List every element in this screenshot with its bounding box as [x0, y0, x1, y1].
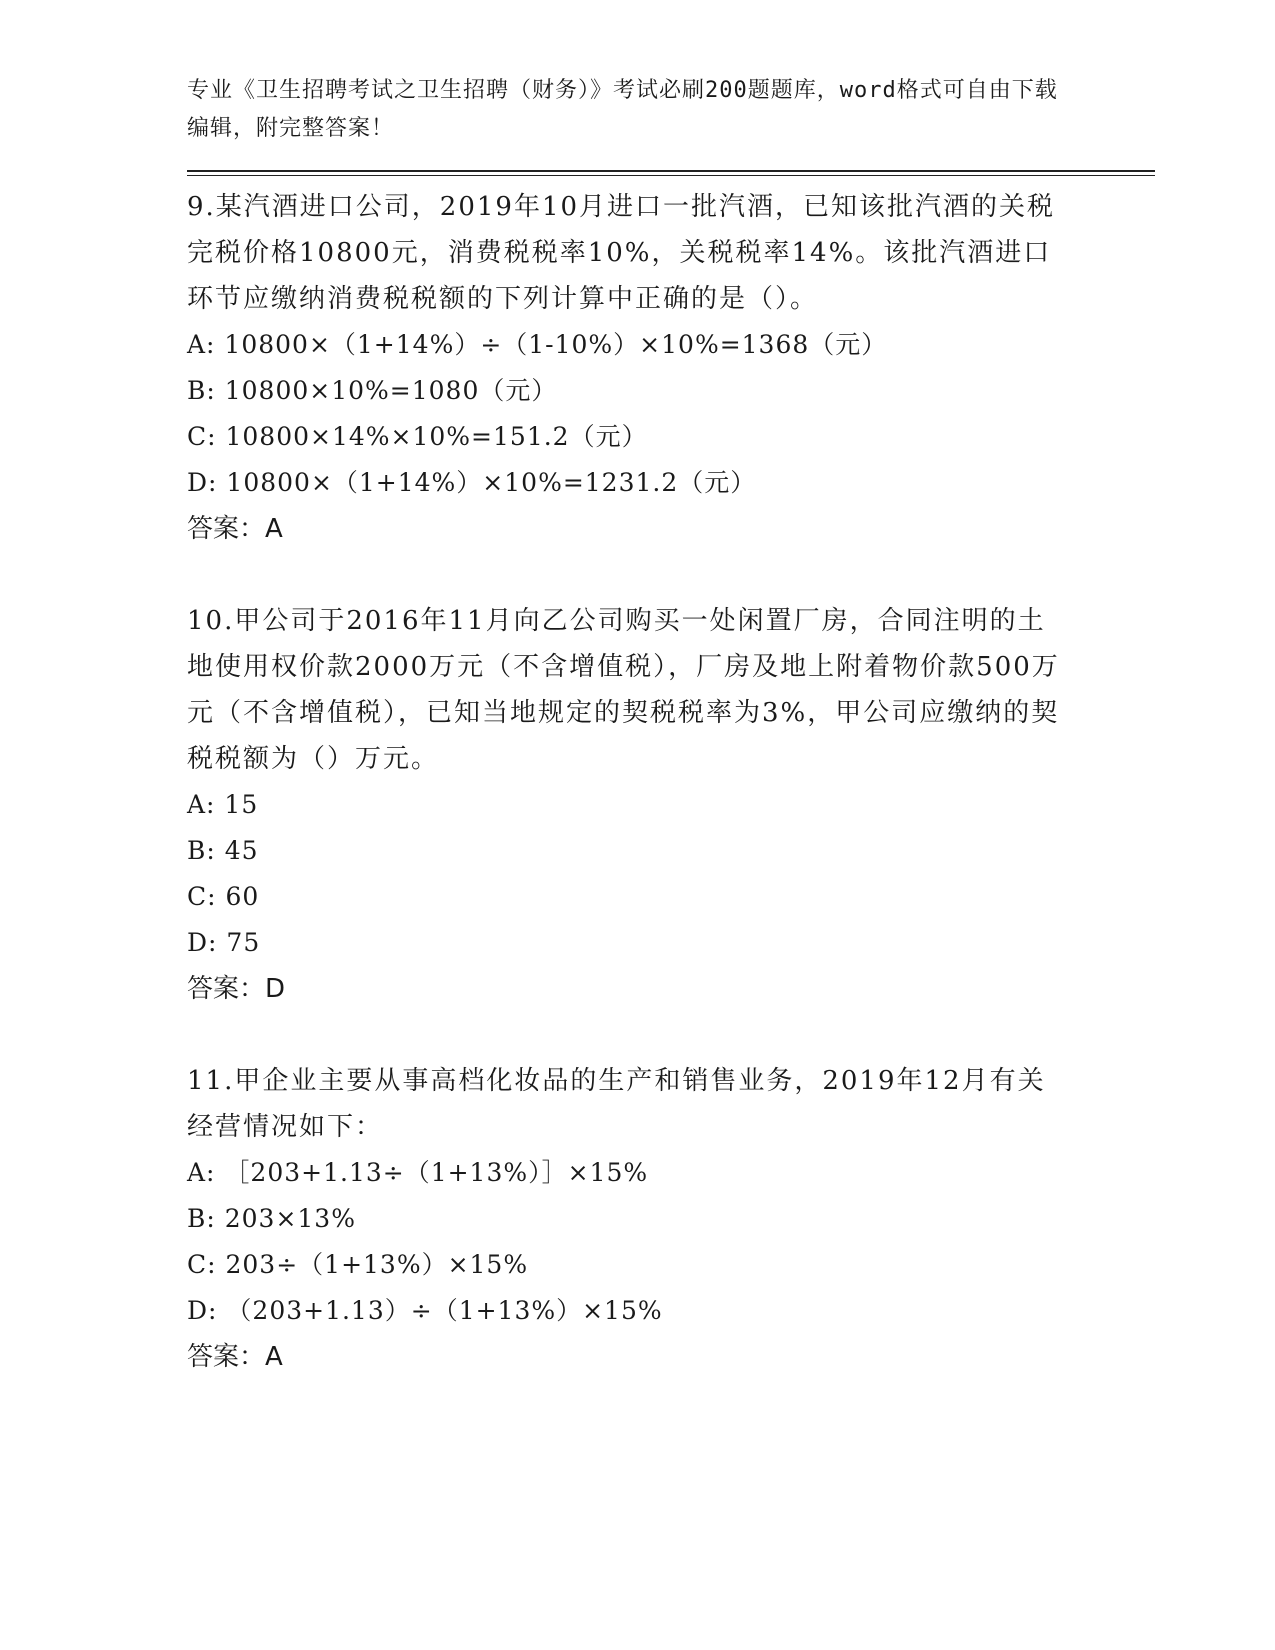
option-c: C: 60: [187, 882, 260, 911]
option-b: B: 203×13%: [187, 1204, 356, 1233]
option-b: B: 45: [187, 836, 259, 865]
question-stem: 9.某汽酒进口公司，2019年10月进口一批汽酒，已知该批汽酒的关税完税价格10800元，消费税税率10%，关税税率14%。该批汽酒进口环节应缴纳消费税税额的下列计算中正确的是（）。: [187, 192, 1056, 314]
option-d: D: 75: [187, 928, 261, 957]
document-page: [187, 72, 1087, 1380]
question-block: [187, 598, 1087, 1012]
question-stem: 11.甲企业主要从事高档化妆品的生产和销售业务，2019年12月有关经营情况如下：: [187, 1066, 1046, 1142]
answer-line: 答案：D: [187, 974, 286, 1004]
question-block: [187, 184, 1087, 552]
answer-line: 答案：A: [187, 514, 283, 544]
option-c: C: 203÷（1+13%）×15%: [187, 1250, 529, 1279]
option-b: B: 10800×10%=1080（元）: [187, 376, 558, 405]
question-stem: 10.甲公司于2016年11月向乙公司购买一处闲置厂房，合同注明的土地使用权价款2000万元（不含增值税），厂房及地上附着物价款500万元（不含增值税），已知当地规定的契税税率为3%，甲公司应缴纳的契税税额为（）万元。: [187, 606, 1060, 774]
option-a: A: ［203+1.13÷（1+13%）］×15%: [187, 1158, 649, 1187]
header-divider: [187, 170, 1155, 176]
option-a: A: 15: [187, 790, 259, 819]
option-d: D: （203+1.13）÷（1+13%）×15%: [187, 1296, 663, 1325]
option-d: D: 10800×（1+14%）×10%=1231.2（元）: [187, 468, 757, 497]
answer-line: 答案：A: [187, 1342, 283, 1372]
option-a: A: 10800×（1+14%）÷（1-10%）×10%=1368（元）: [187, 330, 888, 359]
option-c: C: 10800×14%×10%=151.2（元）: [187, 422, 648, 451]
question-block: [187, 1058, 1087, 1380]
header-divider-inner: [187, 175, 1155, 176]
document-header: 专业《卫生招聘考试之卫生招聘（财务）》考试必刷200题题库，word格式可自由下载编辑，附完整答案！: [187, 78, 1058, 141]
